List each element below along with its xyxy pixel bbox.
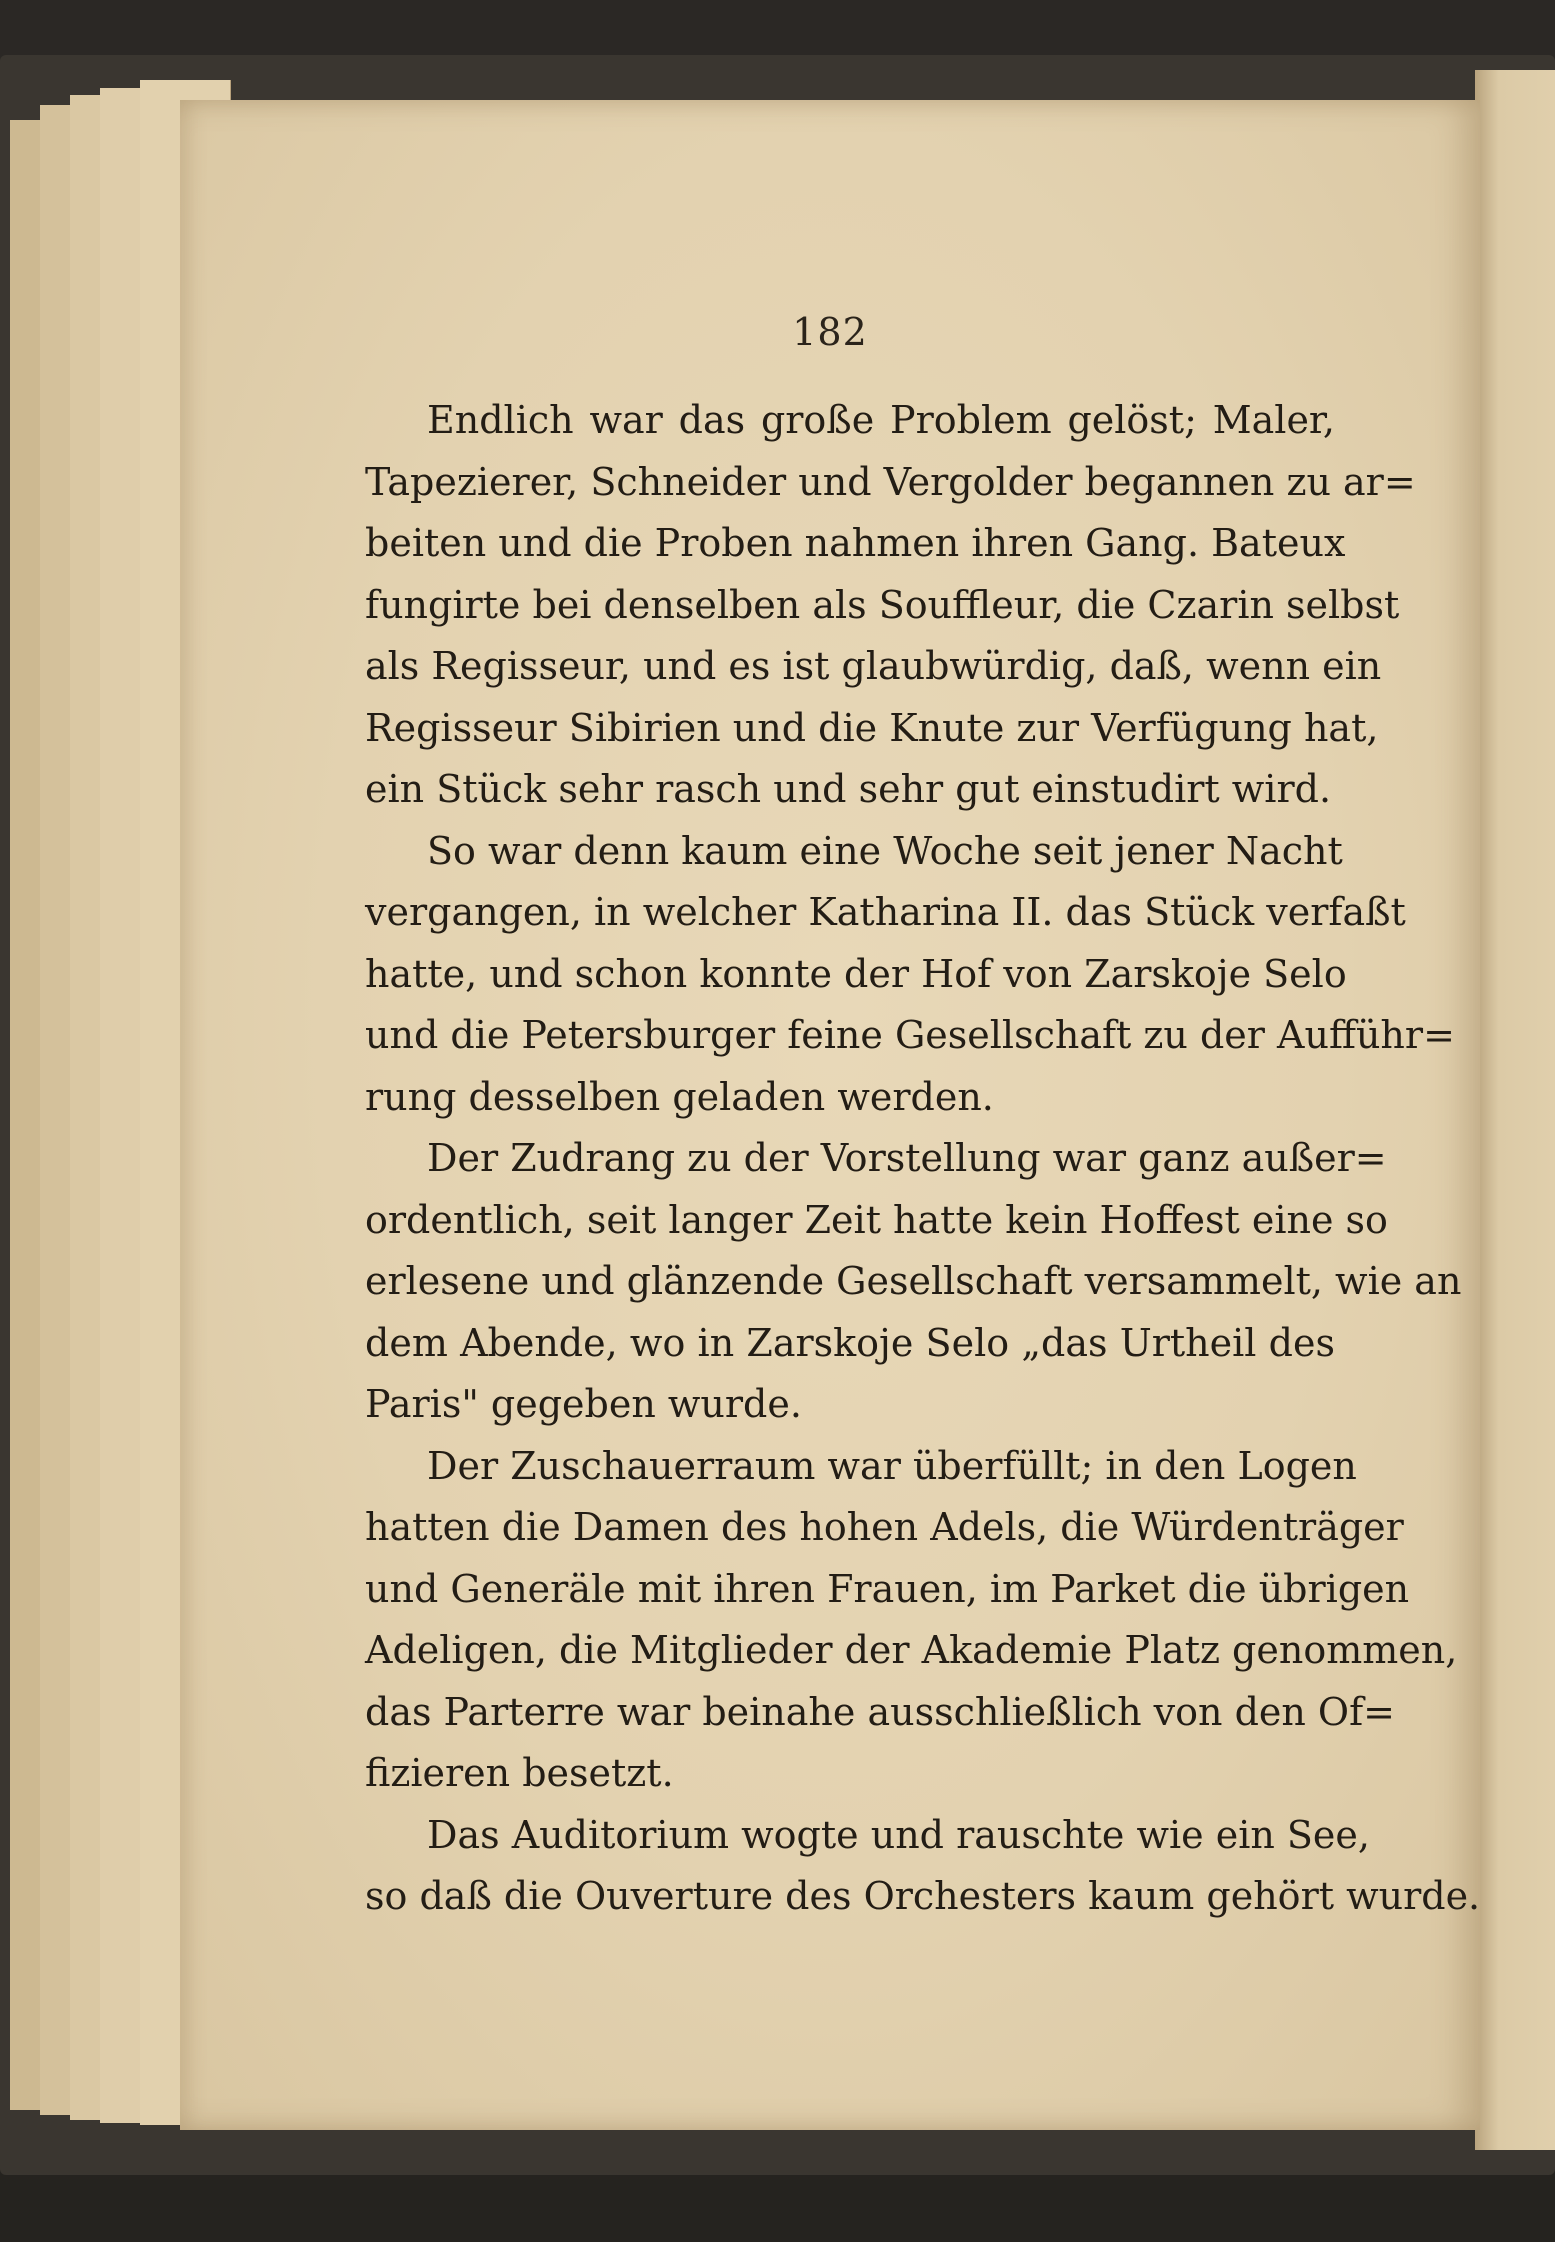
text-line: als Regisseur, und es ist glaubwürdig, daß, wenn ein (365, 644, 1382, 688)
text-line: das Parterre war beinahe ausschließlich von den Of= (365, 1689, 1395, 1734)
text-line: beiten und die Proben nahmen ihren Gang. Bateux (365, 521, 1346, 565)
text-line: Endlich war das große Problem gelöst; Maler, (427, 398, 1335, 442)
page-text (365, 390, 1481, 1928)
text-line: und die Petersburger feine Gesellschaft zu der Aufführ= (365, 1013, 1455, 1057)
page-number: 182 (792, 310, 868, 354)
text-line: erlesene und glänzende Gesellschaft versammelt, wie an (365, 1259, 1462, 1303)
text-line: Adeligen, die Mitglieder der Akademie Platz genommen, (365, 1628, 1458, 1672)
text-line: fungirte bei denselben als Souffleur, die Czarin selbst (365, 582, 1400, 627)
text-line: ein Stück sehr rasch und sehr gut einstudirt wird. (365, 767, 1332, 811)
text-line: und Generäle mit ihren Frauen, im Parket die übrigen (365, 1566, 1410, 1611)
text-line: Der Zudrang zu der Vorstellung war ganz außer= (427, 1136, 1387, 1180)
text-line: Tapezierer, Schneider und Vergolder begannen zu ar= (365, 459, 1416, 504)
text-line: Der Zuschauerraum war überfüllt; in den Logen (427, 1443, 1357, 1488)
paragraph (365, 1805, 1481, 1928)
text-line: So war denn kaum eine Woche seit jener Nacht (427, 828, 1343, 873)
text-line: hatte, und schon konnte der Hof von Zarskoje Selo (365, 951, 1347, 996)
text-line: so daß die Ouverture des Orchesters kaum gehört wurde. (365, 1874, 1481, 1918)
text-line: rung desselben geladen werden. (365, 1074, 994, 1119)
text-line: dem Abende, wo in Zarskoje Selo „das Urtheil des (365, 1320, 1335, 1365)
book-page (180, 100, 1480, 2130)
text-line: Das Auditorium wogte und rauschte wie ein See, (427, 1812, 1370, 1857)
text-line: Paris" gegeben wurde. (365, 1382, 802, 1426)
text-line: vergangen, in welcher Katharina II. das Stück verfaßt (365, 890, 1406, 934)
paragraph (365, 821, 1455, 1129)
text-line: fizieren besetzt. (365, 1751, 674, 1795)
paragraph (365, 1436, 1458, 1805)
text-line: ordentlich, seit langer Zeit hatte kein Hoffest eine so (365, 1197, 1388, 1242)
paragraph (365, 390, 1416, 821)
text-line: hatten die Damen des hohen Adels, die Würdenträger (365, 1505, 1404, 1549)
text-line: Regisseur Sibirien und die Knute zur Verfügung hat, (365, 705, 1379, 750)
paragraph (365, 1128, 1462, 1436)
facing-page-sliver (1475, 70, 1555, 2150)
